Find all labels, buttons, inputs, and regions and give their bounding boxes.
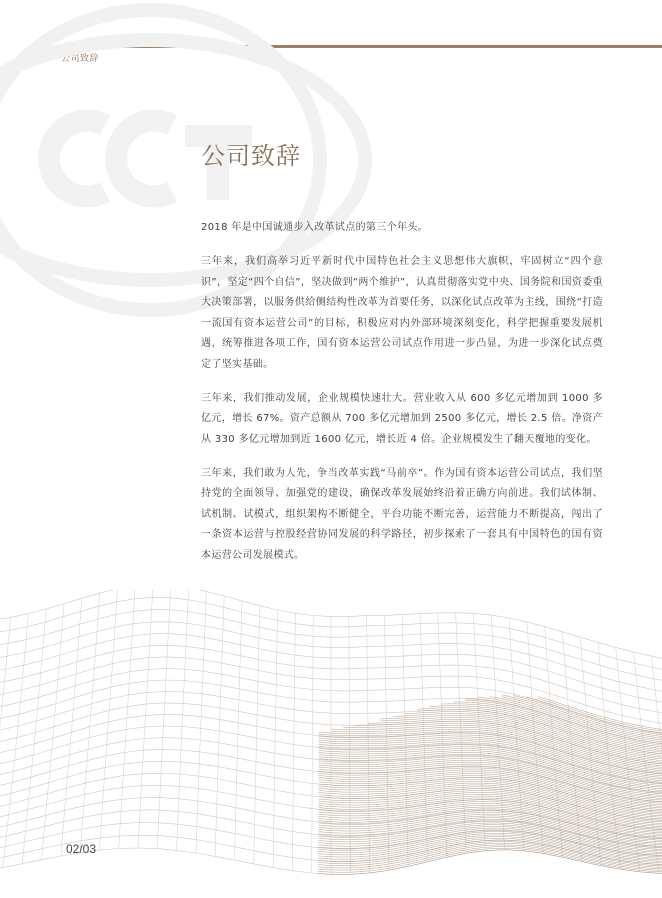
wireframe-line	[42, 604, 65, 860]
wireframe-line	[349, 617, 351, 875]
paragraph: 2018 年是中国诚通步入改革试点的第三个年头。	[201, 222, 429, 233]
wireframe-line	[22, 609, 46, 864]
wireframe-line	[177, 590, 189, 850]
wireframe-line	[367, 616, 370, 873]
wireframe-landscape-graphic	[0, 590, 662, 898]
paragraph: 三年来，我们敢为人先，争当改革实践“马前卒”。作为国有资本运营公司试点，我们坚持党的全面领导、加强党的建设，确保改革发展始终沿着正确方向前进。我们试体制、试机制、试模式，组织架构不断健全，平台功能不断完善，运营能力不断提高，闯出了一条资本运营与控股经营协同发展的科学路径，初步探索了一套具有中国特色的国有资本运营公司发展模式。	[201, 467, 603, 561]
page-title: 公司致辞	[201, 142, 301, 170]
wireframe-line	[538, 696, 662, 733]
wireframe-line	[80, 593, 100, 853]
wireframe-line	[318, 796, 662, 827]
wireframe-line	[466, 698, 662, 746]
wireframe-line	[318, 803, 662, 833]
wireframe-line	[420, 614, 428, 862]
wireframe-line	[318, 830, 662, 856]
body-text	[201, 218, 603, 580]
wireframe-line	[157, 590, 171, 849]
paragraph: 三年来，我们推动发展，企业规模快速壮大。营业收入从 600 多亿元增加到 1000 多亿元，增长 67%。资产总额从 700 多亿元增加到 2500 多亿元，增长 2.5 倍。净资产从 330 多亿元增加到近 1600 亿元，增长近 4 倍。企业规模发生了翻天覆地的变化。	[201, 392, 603, 445]
wireframe-line	[538, 698, 662, 735]
wireframe-line	[138, 590, 153, 848]
wireframe-line	[384, 615, 389, 870]
wireframe-line	[0, 617, 11, 871]
header-rule	[60, 45, 662, 48]
wireframe-line	[598, 642, 621, 869]
wireframe-line	[3, 614, 29, 868]
wireframe-line	[318, 823, 662, 850]
paragraph: 三年来，我们高举习近平新时代中国特色社会主义思想伟大旗帜，牢固树立“四个意识”，坚定“四个自信”，坚决做到“两个维护”，认真贯彻落实党中央、国务院和国资委重大决策部署，以服务供给侧结构性改革为首要任务，以深化试点改革为主线，围绕“打造一流国有资本运营公司”的目标，积极应对内外部环境深刻变化，科学把握重要发展机遇，统筹推进各项工作，国有资本运营公司试点作用进一步凸显，为进一步深化试点奠定了坚实基础。	[201, 256, 603, 370]
section-label: 公司致辞	[61, 54, 100, 64]
wireframe-line	[319, 731, 662, 774]
wireframe-line	[196, 591, 207, 853]
wireframe-line	[61, 598, 82, 856]
wireframe-line	[318, 833, 662, 859]
page-number: 02/03	[66, 842, 97, 856]
